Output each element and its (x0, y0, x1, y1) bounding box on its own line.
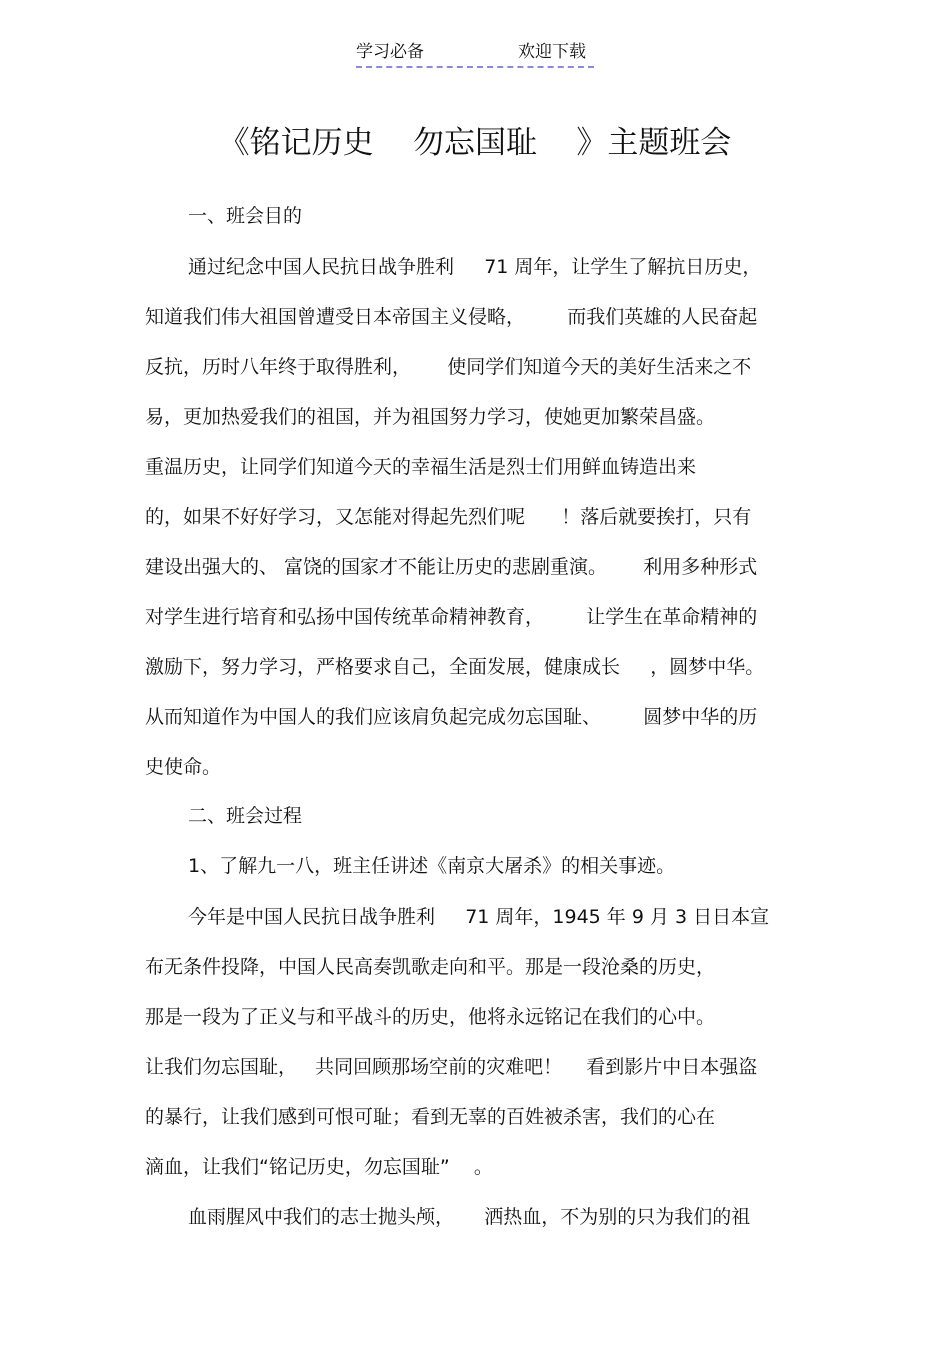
document-title: 《铭记历史 勿忘国耻 》主题班会 (218, 125, 732, 161)
paragraph-line: 建设出强大的、 富饶的国家才不能让历史的悲剧重演。 利用多种形式 (145, 556, 758, 578)
paragraph-line: 对学生进行培育和弘扬中国传统革命精神教育， 让学生在革命精神的 (145, 606, 758, 628)
paragraph-line: 知道我们伟大祖国曾遭受日本帝国主义侵略， 而我们英雄的人民奋起 (145, 306, 758, 328)
header-left-text: 学习必备 (356, 42, 424, 62)
paragraph-line: 布无条件投降，中国人民高奏凯歌走向和平。那是一段沧桑的历史， (145, 956, 716, 978)
paragraph-line: 重温历史，让同学们知道今天的幸福生活是烈士们用鲜血铸造出来 (145, 456, 697, 478)
paragraph-line: 易，更加热爱我们的祖国，并为祖国努力学习，使她更加繁荣昌盛。 (145, 406, 716, 428)
paragraph-line: 1、了解九一八，班主任讲述《南京大屠杀》的相关事迹。 (188, 855, 676, 877)
section-heading-process: 二、班会过程 (188, 805, 303, 827)
paragraph-line: 今年是中国人民抗日战争胜利 71 周年，1945 年 9 月 3 日日本宣 (188, 906, 770, 928)
paragraph-line: 史使命。 (145, 756, 222, 778)
paragraph-line: 滴血，让我们“铭记历史，勿忘国耻” 。 (145, 1156, 493, 1178)
section-heading-purpose: 一、班会目的 (188, 205, 303, 227)
paragraph-line: 血雨腥风中我们的志士抛头颅， 洒热血，不为别的只为我们的祖 (188, 1206, 751, 1228)
header-right-text: 欢迎下载 (518, 42, 586, 62)
paragraph-line: 通过纪念中国人民抗日战争胜利 71 周年，让学生了解抗日历史， (188, 256, 762, 278)
page-header (356, 40, 594, 68)
paragraph-line: 让我们勿忘国耻， 共同回顾那场空前的灾难吧！ 看到影片中日本强盗 (145, 1056, 758, 1078)
paragraph-line: 那是一段为了正义与和平战斗的历史，他将永远铭记在我们的心中。 (145, 1006, 716, 1028)
paragraph-line: 从而知道作为中国人的我们应该肩负起完成勿忘国耻、 圆梦中华的历 (145, 706, 758, 728)
paragraph-line: 的暴行，让我们感到可恨可耻；看到无辜的百姓被杀害，我们的心在 (145, 1106, 716, 1128)
paragraph-line: 的，如果不好好学习，又怎能对得起先烈们呢 ！落后就要挨打，只有 (145, 506, 752, 528)
paragraph-line: 反抗，历时八年终于取得胜利， 使同学们知道今天的美好生活来之不 (145, 356, 752, 378)
paragraph-line: 激励下，努力学习，严格要求自己，全面发展，健康成长 ，圆梦中华。 (145, 656, 765, 678)
